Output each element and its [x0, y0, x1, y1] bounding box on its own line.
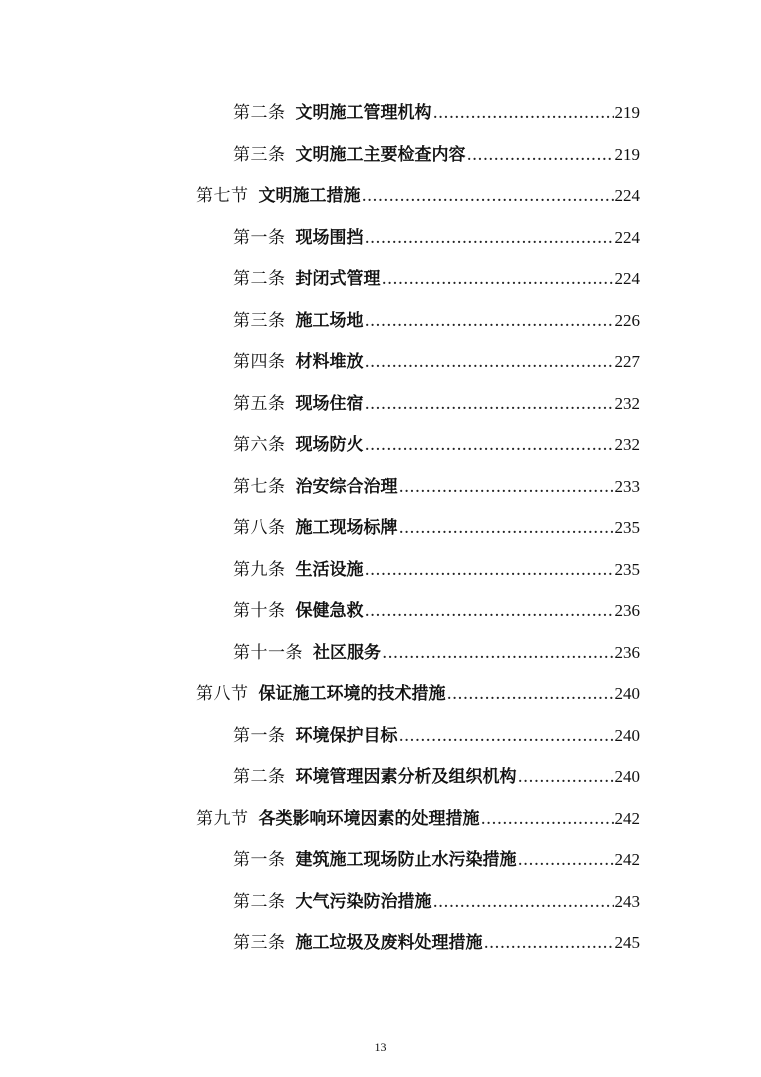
toc-entry-page: 224	[614, 228, 640, 247]
toc-entry-number: 第七节	[196, 186, 249, 206]
toc-entry[interactable]	[233, 636, 640, 664]
toc-entry-page: 235	[614, 518, 640, 537]
toc-entry-title: 施工场地	[295, 311, 364, 331]
toc-entry-page: 224	[614, 186, 640, 205]
toc-entry-number: 第二条	[233, 892, 286, 912]
toc-entry-number: 第三条	[233, 145, 286, 165]
toc-entry-number: 第九节	[196, 809, 249, 829]
toc-entry-title: 现场防火	[295, 435, 364, 455]
toc-entry-title: 大气污染防治措施	[295, 892, 432, 912]
toc-entry-page: 245	[614, 933, 640, 952]
toc-dot-leader	[362, 185, 614, 207]
toc-dot-leader	[365, 227, 614, 249]
toc-entry[interactable]	[233, 262, 640, 290]
toc-dot-leader	[365, 434, 614, 456]
toc-entry[interactable]	[233, 470, 640, 498]
toc-entry-number: 第三条	[233, 311, 286, 331]
toc-entry-title: 保证施工环境的技术措施	[258, 684, 446, 704]
toc-entry-title: 治安综合治理	[295, 477, 398, 497]
toc-dot-leader	[447, 683, 614, 705]
toc-entry-title: 封闭式管理	[295, 269, 381, 289]
toc-entry-number: 第五条	[233, 394, 286, 414]
toc-dot-leader	[365, 559, 614, 581]
toc-entry-page: 240	[614, 684, 640, 703]
toc-entry[interactable]	[196, 802, 640, 830]
toc-dot-leader	[382, 268, 614, 290]
toc-entry-number: 第十一条	[233, 643, 303, 663]
toc-entry-page: 232	[614, 435, 640, 454]
toc-entry[interactable]	[196, 677, 640, 705]
toc-entry-title: 文明施工措施	[258, 186, 361, 206]
toc-entry-number: 第一条	[233, 850, 286, 870]
toc-entry-page: 242	[614, 809, 640, 828]
toc-entry-title: 材料堆放	[295, 352, 364, 372]
toc-entry-page: 240	[614, 767, 640, 786]
toc-entry[interactable]	[233, 221, 640, 249]
toc-entry-title: 施工现场标牌	[295, 518, 398, 538]
toc-entry-number: 第二条	[233, 103, 286, 123]
toc-entry[interactable]	[233, 345, 640, 373]
toc-entry[interactable]	[233, 553, 640, 581]
toc-entry[interactable]	[233, 885, 640, 913]
toc-entry[interactable]	[233, 304, 640, 332]
toc-entry-title: 文明施工管理机构	[295, 103, 432, 123]
toc-entry-title: 社区服务	[313, 643, 381, 663]
toc-entry-title: 文明施工主要检查内容	[295, 145, 466, 165]
toc-entry-title: 环境管理因素分析及组织机构	[295, 767, 517, 787]
toc-entry[interactable]	[233, 428, 640, 456]
toc-entry[interactable]	[233, 843, 640, 871]
toc-entry-page: 226	[614, 311, 640, 330]
toc-entry-title: 环境保护目标	[295, 726, 398, 746]
toc-entry-page: 224	[614, 269, 640, 288]
toc-dot-leader	[382, 642, 614, 664]
toc-dot-leader	[518, 849, 614, 871]
toc-entry-number: 第三条	[233, 933, 286, 953]
toc-entry-title: 保健急救	[295, 601, 364, 621]
toc-entry-number: 第一条	[233, 726, 286, 746]
toc-entry[interactable]	[233, 387, 640, 415]
toc-entry-page: 243	[614, 892, 640, 911]
toc-dot-leader	[365, 393, 614, 415]
toc-entry-number: 第八节	[196, 684, 249, 704]
toc-entry-page: 236	[614, 643, 640, 662]
toc-entry-page: 232	[614, 394, 640, 413]
toc-dot-leader	[518, 766, 614, 788]
toc-entry-number: 第十条	[233, 601, 286, 621]
toc-entry-number: 第九条	[233, 560, 286, 580]
toc-entry-page: 236	[614, 601, 640, 620]
toc-entry-page: 235	[614, 560, 640, 579]
toc-entry[interactable]	[233, 96, 640, 124]
toc-entry-number: 第二条	[233, 269, 286, 289]
toc-entry[interactable]	[233, 594, 640, 622]
toc-dot-leader	[481, 808, 614, 830]
toc-dot-leader	[365, 351, 614, 373]
toc-entry-page: 233	[614, 477, 640, 496]
toc-dot-leader	[484, 932, 614, 954]
toc-entry-page: 227	[614, 352, 640, 371]
toc-entry[interactable]	[233, 511, 640, 539]
toc-entry-number: 第七条	[233, 477, 286, 497]
toc-dot-leader	[433, 891, 614, 913]
toc-entry-title: 现场围挡	[295, 228, 364, 248]
toc-entry[interactable]	[233, 719, 640, 747]
toc-entry-page: 242	[614, 850, 640, 869]
toc-entry-number: 第二条	[233, 767, 286, 787]
toc-dot-leader	[365, 600, 614, 622]
toc-dot-leader	[433, 102, 614, 124]
toc-entry-title: 生活设施	[295, 560, 364, 580]
toc-entry[interactable]	[233, 760, 640, 788]
toc-entry-number: 第六条	[233, 435, 286, 455]
page-number: 13	[374, 1040, 387, 1054]
toc-entry-title: 各类影响环境因素的处理措施	[258, 809, 480, 829]
toc-entry-page: 219	[614, 103, 640, 122]
toc-entry-page: 219	[614, 145, 640, 164]
toc-entry-number: 第四条	[233, 352, 286, 372]
toc-dot-leader	[399, 476, 614, 498]
toc-dot-leader	[399, 725, 614, 747]
toc-entry-number: 第八条	[233, 518, 286, 538]
toc-dot-leader	[365, 310, 614, 332]
toc-entry-title: 建筑施工现场防止水污染措施	[295, 850, 517, 870]
toc-entry-title: 施工垃圾及废料处理措施	[295, 933, 483, 953]
toc-entry-page: 240	[614, 726, 640, 745]
toc-entry[interactable]	[196, 179, 640, 207]
toc-dot-leader	[399, 517, 614, 539]
toc-dot-leader	[467, 144, 614, 166]
toc-entry[interactable]	[233, 926, 640, 954]
toc-entry-title: 现场住宿	[295, 394, 364, 414]
toc-entry[interactable]	[233, 138, 640, 166]
toc-entry-number: 第一条	[233, 228, 286, 248]
